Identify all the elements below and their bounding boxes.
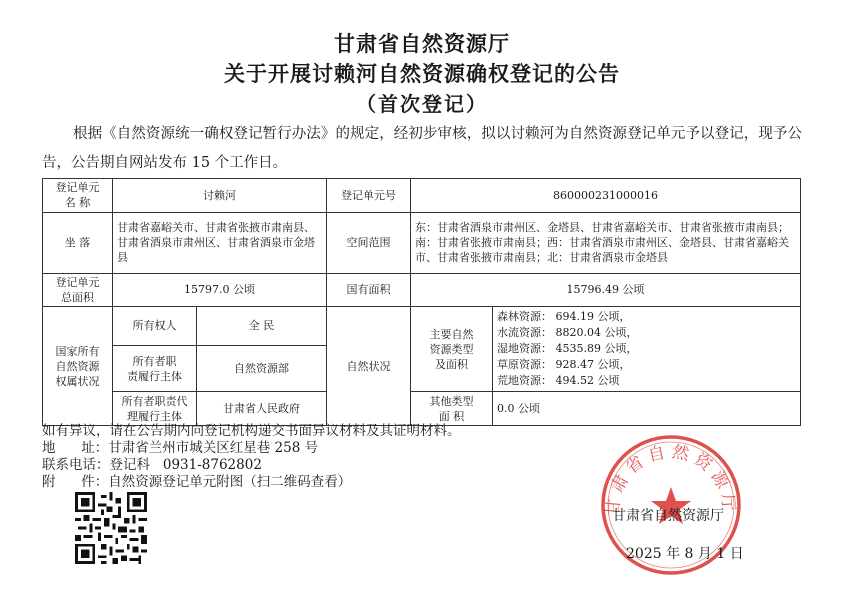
owner-value: 全 民 [197,307,327,346]
objection-note: 如有异议，请在公告期内向登记机构递交书面异议材料及其证明材料。 [42,423,461,439]
total-area-value: 15797.0 公顷 [113,273,327,307]
state-area-value: 15796.49 公顷 [411,273,801,307]
other-type-label: 其他类型 面 积 [411,392,493,426]
notes-block [42,423,461,491]
delegate-label: 所有者职责代 理履行主体 [113,392,197,426]
issue-date: 2025 年 8 月 1 日 [626,546,744,562]
space-range-value: 东：甘肃省酒泉市肃州区、金塔县、甘肃省嘉峪关市、甘肃省张掖市肃南县；南：甘肃省张掖市肃南县；西：甘肃省酒泉市肃州区、金塔县、甘肃省嘉峪关市、甘肃省张掖市肃南县；北：甘肃省酒泉市金塔县 [411,212,801,273]
attachment-line: 附 件：自然资源登记单元附图（扫二维码查看） [42,474,352,490]
resource-forest: 森林资源： 694.19 公顷， [497,310,631,324]
unit-name-value: 讨赖河 [113,179,327,213]
unit-no-value: 860000231000016 [411,179,801,213]
svg-text:甘肃省自然资源厅: 甘肃省自然资源厅 [603,442,739,517]
main-types-label: 主要自然 资源类型 及面积 [411,307,493,392]
location-value: 甘肃省嘉峪关市、甘肃省张掖市肃南县、甘肃省酒泉市肃州区、甘肃省酒泉市金塔县 [113,212,327,273]
owner-label: 所有权人 [113,307,197,346]
nature-status-label: 自然状况 [327,307,411,426]
issuer-signature: 甘肃省自然资源厅 [612,508,724,524]
notice-title: 关于开展讨赖河自然资源确权登记的公告 [224,62,620,86]
state-area-label: 国有面积 [327,273,411,307]
agent-value: 自然资源部 [197,345,327,392]
resource-grassland: 草原资源： 928.47 公顷， [497,358,631,372]
unit-name-label: 登记单元 名 称 [43,179,113,213]
total-area-label: 登记单元 总面积 [43,273,113,307]
other-type-value: 0.0 公顷 [493,392,801,426]
unit-no-label: 登记单元号 [327,179,411,213]
address-line: 地 址：甘肃省兰州市城关区红星巷 258 号 [42,440,319,456]
space-range-label: 空间范围 [327,212,411,273]
location-label: 坐 落 [43,212,113,273]
notice-subtitle: （首次登记） [356,92,488,116]
notice-title-org: 甘肃省自然资源厅 [334,32,510,56]
registration-table [42,178,801,426]
resource-wetland: 湿地资源： 4535.89 公顷， [497,342,638,356]
ownership-label: 国家所有 自然资源 权属状况 [43,307,113,426]
resource-list [493,307,801,392]
phone-line: 联系电话：登记科 0931-8762802 [42,457,262,473]
agent-label: 所有者职 责履行主体 [113,345,197,392]
intro-paragraph: 根据《自然资源统一确权登记暂行办法》的规定，经初步审核，拟以讨赖河为自然资源登记单元予以登记，现予公告，公告期自网站发布 15 个工作日。 [42,126,802,171]
resource-water: 水流资源： 8820.04 公顷， [497,326,638,340]
qr-code-icon[interactable] [75,492,147,564]
resource-wasteland: 荒地资源： 494.52 公顷 [497,374,620,388]
delegate-value: 甘肃省人民政府 [197,392,327,426]
